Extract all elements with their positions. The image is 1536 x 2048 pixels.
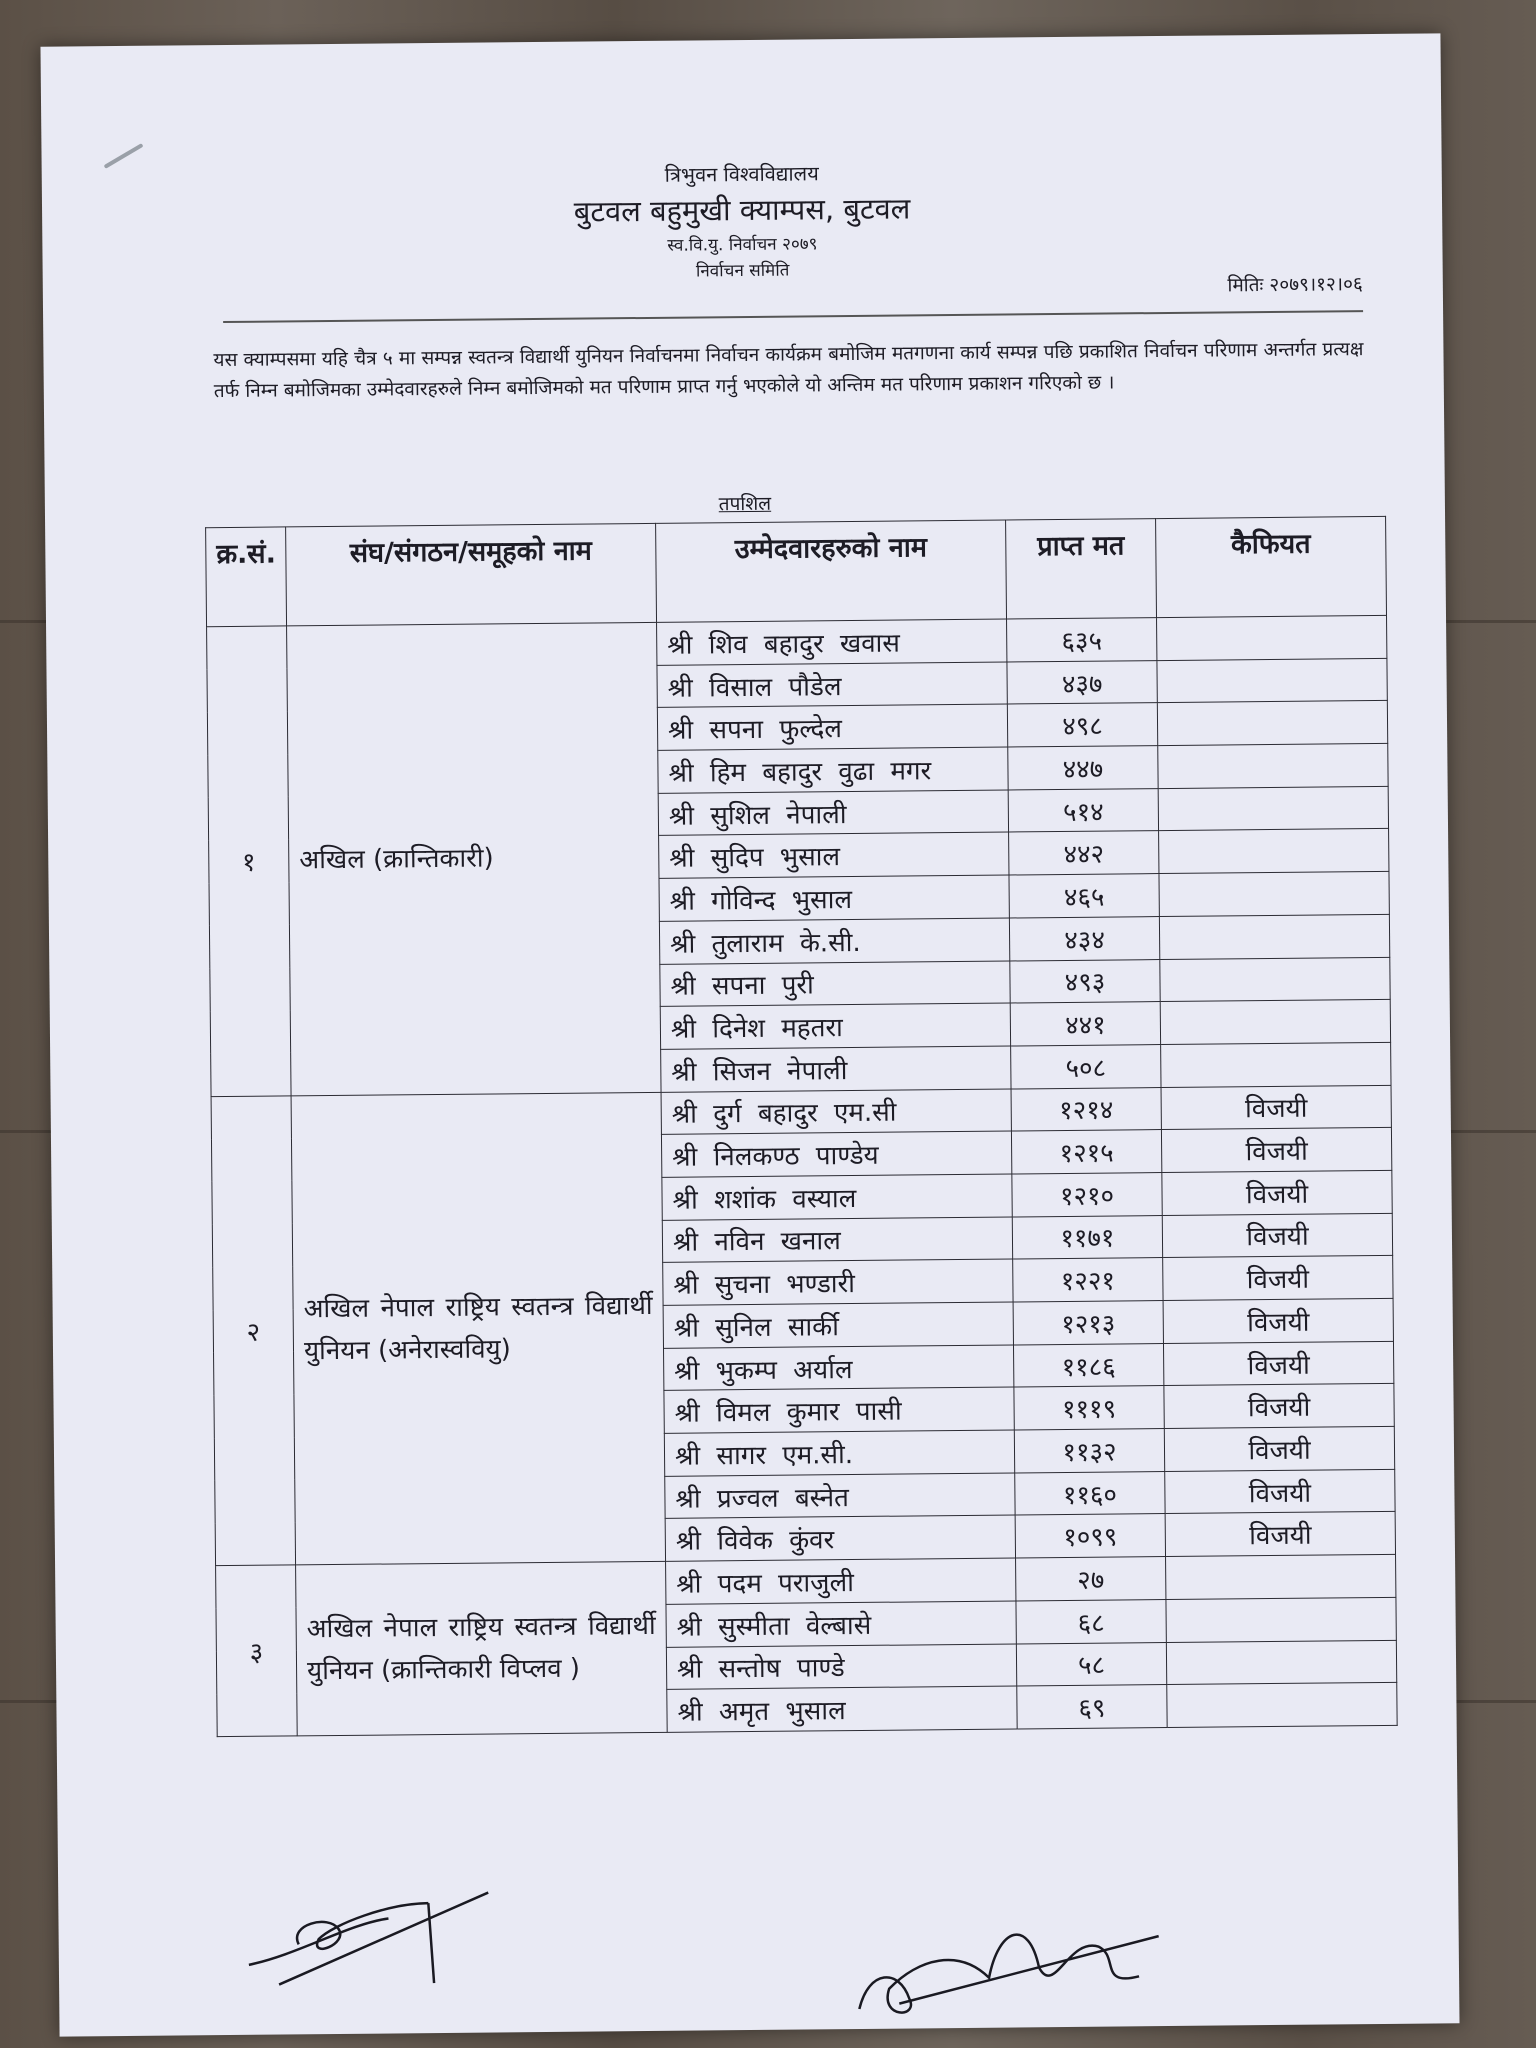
votes-count: ११६०: [1015, 1471, 1165, 1515]
candidate-name: श्री पदम पराजुली: [666, 1558, 1016, 1604]
remark-cell: विजयी: [1162, 1170, 1392, 1215]
candidate-name: श्री दिनेश महतरा: [660, 1003, 1010, 1049]
results-table: [205, 516, 1398, 1737]
candidate-name: श्री अमृत भुसाल: [667, 1686, 1017, 1732]
remark-cell: विजयी: [1162, 1213, 1392, 1258]
candidate-name: श्री शशांक वस्याल: [662, 1174, 1012, 1220]
election-title: स्व.वि.यु. निर्वाचन २०७९: [667, 234, 818, 256]
candidate-name: श्री सागर एम.सी.: [664, 1430, 1014, 1476]
remark-cell: [1159, 914, 1389, 959]
remark-cell: [1166, 1640, 1396, 1685]
remark-cell: विजयी: [1163, 1298, 1393, 1343]
candidate-name: श्री सुनिल सार्की: [663, 1302, 1013, 1348]
votes-count: १२१४: [1011, 1087, 1161, 1131]
remark-cell: [1167, 1683, 1397, 1728]
table-header-row: [206, 516, 1387, 626]
signature-left: [238, 1882, 539, 1995]
candidate-name: श्री विसाल पौडेल: [657, 662, 1007, 708]
votes-count: ४९३: [1010, 959, 1160, 1003]
remark-cell: [1159, 829, 1389, 874]
votes-count: ४४७: [1008, 746, 1158, 790]
header-divider: [223, 310, 1363, 323]
results-body: [207, 615, 1398, 1736]
votes-count: २७: [1016, 1557, 1166, 1601]
candidate-name: श्री हिम बहादुर वुढा मगर: [658, 747, 1008, 793]
votes-count: ५८: [1016, 1642, 1166, 1686]
votes-count: ५१४: [1008, 788, 1158, 832]
remark-cell: विजयी: [1163, 1341, 1393, 1386]
remark-cell: [1157, 658, 1387, 703]
signature-right: [838, 1906, 1169, 2029]
remark-cell: [1160, 957, 1390, 1002]
candidate-name: श्री तुलाराम के.सी.: [659, 918, 1009, 964]
votes-count: ४६५: [1009, 874, 1159, 918]
candidate-name: श्री सन्तोष पाण्डे: [666, 1643, 1016, 1689]
remark-cell: विजयी: [1164, 1384, 1394, 1429]
votes-count: ६८: [1016, 1599, 1166, 1643]
remark-cell: [1166, 1597, 1396, 1642]
candidate-name: श्री सुशिल नेपाली: [658, 790, 1008, 836]
remark-cell: [1160, 1000, 1390, 1045]
candidate-name: श्री दुर्ग बहादुर एम.सी: [661, 1089, 1011, 1135]
candidate-name: श्री भुकम्प अर्याल: [664, 1345, 1014, 1391]
remark-cell: [1166, 1554, 1396, 1599]
votes-count: ४४१: [1010, 1002, 1160, 1046]
candidate-name: श्री शिव बहादुर खवास: [657, 619, 1007, 665]
remark-cell: [1158, 743, 1388, 788]
candidate-name: श्री सपना पुरी: [660, 961, 1010, 1007]
remark-cell: [1158, 786, 1388, 831]
votes-count: १११९: [1014, 1386, 1164, 1430]
votes-count: ५०८: [1011, 1044, 1161, 1088]
votes-count: १२१५: [1011, 1130, 1161, 1174]
header-votes: प्राप्त मत: [1006, 519, 1157, 619]
votes-count: ४४२: [1009, 831, 1159, 875]
remark-cell: [1157, 615, 1387, 660]
remark-cell: विजयी: [1163, 1256, 1393, 1301]
candidate-name: श्री विमल कुमार पासी: [664, 1387, 1014, 1433]
votes-count: ११८६: [1013, 1343, 1163, 1387]
remark-cell: विजयी: [1164, 1426, 1394, 1471]
candidate-name: श्री गोविन्द भुसाल: [659, 875, 1009, 921]
candidate-name: श्री सुस्मीता वेल्बासे: [666, 1601, 1016, 1647]
committee-name: निर्वाचन समिति: [695, 260, 790, 282]
candidate-name: श्री सपना फुल्देल: [657, 704, 1007, 750]
votes-count: ११७१: [1012, 1215, 1162, 1259]
candidate-name: श्री सिजन नेपाली: [661, 1046, 1011, 1092]
votes-count: ४३४: [1009, 916, 1159, 960]
candidate-name: श्री विवेक कुंवर: [665, 1515, 1015, 1561]
intro-paragraph: यस क्याम्पसमा यहि चैत्र ५ मा सम्पन्न स्वतन्त्र विद्यार्थी युनियन निर्वाचनमा निर्वाचन कार्यक्रम बमोजिम मतगणना कार्य सम्पन्न पछि प्रकाशित निर्वाचन परिणाम अन्तर्गत प्रत्यक्ष तर्फ निम्न बमोजिमका उम्मेदवारहरुले निम्न बमोजिमको मत परिणाम प्राप्त गर्नु भएकोले यो अन्तिम मत परिणाम प्रकाशन गरिएको छ ।: [213, 338, 1364, 403]
votes-count: ६९: [1017, 1685, 1167, 1729]
votes-count: १२२१: [1013, 1258, 1163, 1302]
votes-count: १२१३: [1013, 1301, 1163, 1345]
votes-count: ४९८: [1007, 703, 1157, 747]
candidate-name: श्री सुदिप भुसाल: [659, 832, 1009, 878]
remark-cell: [1161, 1042, 1391, 1087]
organization-name: अखिल नेपाल राष्ट्रिय स्वतन्त्र विद्यार्थी युनियन (क्रान्तिकारी विप्लव ): [296, 1561, 668, 1735]
organization-name: अखिल नेपाल राष्ट्रिय स्वतन्त्र विद्यार्थी युनियन (अनेरास्ववियु): [291, 1092, 665, 1565]
votes-count: १०९९: [1015, 1514, 1165, 1558]
header-remarks: कैफियत: [1156, 516, 1387, 617]
group-serial-number: १: [207, 626, 292, 1096]
candidate-name: श्री प्रज्वल बस्नेत: [665, 1473, 1015, 1519]
candidate-name: श्री सुचना भण्डारी: [663, 1259, 1013, 1305]
votes-count: ४३७: [1007, 660, 1157, 704]
organization-name: अखिल (क्रान्तिकारी): [287, 622, 661, 1095]
remark-cell: [1159, 871, 1389, 916]
remark-cell: [1157, 701, 1387, 746]
group-serial-number: २: [211, 1095, 296, 1565]
section-title: तपशिल: [718, 492, 772, 516]
votes-count: १२१०: [1012, 1172, 1162, 1216]
header-candidate: उम्मेदवारहरुको नाम: [656, 520, 1007, 622]
candidate-name: श्री निलकण्ठ पाण्डेय: [661, 1131, 1011, 1177]
candidate-name: श्री नविन खनाल: [662, 1217, 1012, 1263]
notice-paper: [40, 33, 1459, 2036]
remark-cell: विजयी: [1161, 1085, 1391, 1130]
header-sn: क्र.सं.: [206, 527, 287, 627]
header-org: संघ/संगठन/समूहको नाम: [286, 523, 657, 626]
campus-name: बुटवल बहुमुखी क्याम्पस, बुटवल: [573, 191, 911, 229]
remark-cell: विजयी: [1165, 1512, 1395, 1557]
group-serial-number: ३: [216, 1565, 298, 1737]
remark-cell: विजयी: [1161, 1128, 1391, 1173]
university-name: त्रिभुवन विश्वविद्यालय: [664, 161, 819, 187]
votes-count: ६३५: [1007, 618, 1157, 662]
remark-cell: विजयी: [1165, 1469, 1395, 1514]
notice-date: मितिः २०७९।१२।०६: [1227, 273, 1363, 297]
votes-count: ११३२: [1014, 1429, 1164, 1473]
